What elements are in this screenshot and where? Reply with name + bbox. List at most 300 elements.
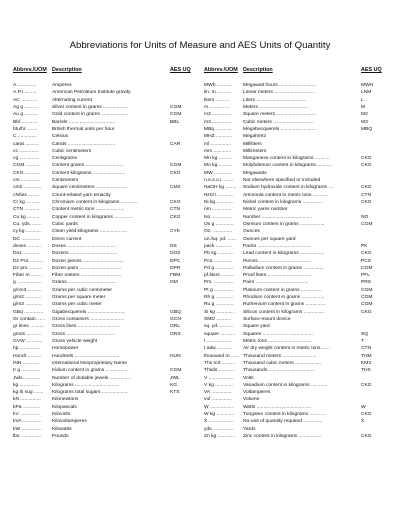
abbrev-cell: Dz Pcs ..........: [13, 258, 44, 264]
description-cell: Square meters .............................: [243, 112, 316, 118]
table-row: [13, 345, 196, 352]
table-row: [204, 433, 387, 440]
abbrev-cell: Cu. yds. .......: [13, 221, 42, 227]
table-row: [13, 360, 196, 367]
table-row: [204, 382, 387, 389]
aes-uq-header: AES UQ: [170, 67, 191, 73]
description-cell: Ounces per square yard: [243, 236, 296, 242]
table-row: [204, 360, 387, 367]
table-row: [13, 396, 196, 403]
description-cell: Dozen pieces ..............................: [52, 258, 124, 264]
description-cell: Megawatts: [243, 170, 267, 176]
abbrev-cell: W .................: [204, 404, 234, 410]
table-row: [204, 221, 387, 228]
description-cell: Tungsten content in kilograms ............: [243, 412, 326, 418]
description-cell: Content grams ............................: [52, 163, 124, 169]
abbrev-cell: V ..................: [204, 375, 234, 381]
description-cell: Content metric tons .....................: [52, 207, 125, 213]
left-rows: [13, 82, 196, 440]
description-cell: Megahertz: [243, 134, 267, 140]
aes-uq-cell: PFL: [361, 273, 370, 279]
table-row: [13, 170, 196, 177]
table-row: [13, 184, 196, 191]
description-cell: Amperes: [52, 83, 72, 88]
description-cell: Cubic meters ..............................: [243, 119, 314, 125]
description-cell: Megawatt hours ...........................: [243, 83, 316, 88]
description-cell: Pounds: [52, 434, 69, 439]
description-cell: Copper content in kilograms ..............: [52, 214, 134, 220]
abbrev-cell: Cu kg ..........: [13, 214, 41, 220]
table-row: [204, 309, 387, 316]
table-row: [13, 294, 196, 301]
description-cell: Watts ........................................: [243, 404, 312, 410]
abbrev-cell: Pcs. .............: [204, 258, 233, 264]
abbrev-cell: cN/tex ........: [13, 192, 40, 198]
abbrev-cell: No. ..............: [204, 214, 232, 220]
aes-uq-cell: M2: [361, 112, 368, 118]
abbrev-cell: CGM ...........: [13, 163, 41, 169]
table-row: [13, 243, 196, 250]
abbrev-cell: yds. ..............: [204, 426, 234, 432]
aes-uq-cell: JWL: [170, 375, 180, 381]
table-row: [13, 258, 196, 265]
aes-uq-header: AES UQ: [361, 67, 382, 73]
abbrev-cell: Mo kg ..........: [204, 163, 233, 169]
table-row: [13, 287, 196, 294]
description-cell: Grams ....................................: [52, 280, 117, 286]
description-cell: Linear meters ..............................: [243, 90, 316, 96]
abbrev-cell: Ru g .............: [204, 302, 234, 308]
abbrev-cell: cg ..............: [13, 156, 39, 162]
description-cell: Centimeters: [52, 178, 79, 184]
abbrev-cell: Ag g ..........: [13, 104, 39, 110]
table-row: [204, 411, 387, 418]
aes-uq-cell: KM3: [361, 360, 372, 366]
abbrev-cell: Ni kg ............: [204, 200, 233, 205]
table-row: [204, 199, 387, 206]
abbrev-cell: Jwls. ...........: [13, 375, 41, 381]
aes-uq-cell: CKG: [170, 214, 181, 220]
aes-uq-cell: W: [361, 404, 366, 410]
abbrev-cell: MWh ...........: [204, 83, 232, 88]
abbrev-cell: CTN ............: [13, 207, 41, 213]
aes-uq-cell: CKG: [361, 412, 372, 418]
table-row: [204, 126, 387, 133]
abbrev-cell: cm2 .............: [13, 185, 42, 191]
description-cell: Rhodium content in grams .................: [243, 295, 325, 301]
abbrev-cell: sq. yd. ..........: [204, 324, 234, 330]
description-cell: Packs .......................................: [243, 243, 311, 249]
table-row: [204, 353, 387, 360]
description-cell: Fiber meters ..............................: [52, 273, 122, 279]
table-row: [13, 382, 196, 389]
abbrev-cell: GBq ..............: [13, 309, 44, 315]
description-cell: Grams per cubic centimeter: [52, 287, 113, 293]
abbrev-cell: g/m3 ............: [13, 302, 42, 308]
table-row: [13, 119, 196, 126]
aes-uq-cell: MWH: [361, 83, 374, 88]
abbrev-cell: pack ............: [204, 243, 232, 249]
aes-uq-cell: CKG: [361, 156, 372, 162]
table-row: [204, 155, 387, 162]
abbrev-cell: nm ..............: [204, 207, 232, 213]
abbrev-cell: lbs. ..............: [13, 434, 41, 439]
aes-uq-cell: DOZ: [170, 251, 181, 257]
aes-uq-cell: BBL: [170, 119, 180, 125]
table-row: [13, 353, 196, 360]
aes-uq-cell: GRS: [170, 331, 181, 337]
abbrev-cell: square ...........: [204, 331, 236, 337]
table-row: [13, 418, 196, 425]
left-column-header: [13, 67, 196, 76]
left-column: [13, 67, 196, 440]
description-cell: Number .....................................: [243, 214, 313, 220]
description-cell: Palladium content in grams ...............: [243, 265, 324, 271]
abbrev-header: Abbrev./UOM: [204, 67, 238, 73]
abbrev-header: Abbrev./UOM: [13, 67, 47, 73]
description-cell: Metric tons ................................: [243, 338, 312, 344]
table-row: [204, 170, 387, 177]
table-row: [204, 192, 387, 199]
abbrev-cell: doses ..........: [13, 243, 41, 249]
description-cell: Pieces ......................................: [243, 258, 311, 264]
table-row: [204, 214, 387, 221]
table-row: [13, 433, 196, 440]
abbrev-cell: C ..............: [13, 134, 37, 140]
description-cell: Zinc content in kilograms .................: [243, 434, 322, 439]
aes-uq-cell: KTS: [170, 390, 180, 396]
description-cell: Direct current: [52, 236, 82, 242]
table-row: [13, 265, 196, 272]
description-cell: Gross vehicle weight: [52, 338, 98, 344]
aes-uq-cell: GM: [170, 280, 178, 286]
table-row: [204, 141, 387, 148]
table-row: [13, 331, 196, 338]
abbrev-cell: gr lines ..........: [13, 324, 44, 330]
abbrev-cell: INN ............: [13, 360, 40, 366]
table-row: [204, 287, 387, 294]
table-row: [13, 221, 196, 228]
table-row: [204, 104, 387, 111]
abbrev-cell: n.e.s.o.i. .......: [204, 178, 234, 184]
abbrev-cell: VA ...............: [204, 390, 232, 396]
table-row: [204, 111, 387, 118]
abbrev-cell: V kg .............: [204, 382, 233, 388]
description-cell: Surface-mount device: [243, 317, 291, 322]
abbrev-cell: MHZ ............: [204, 134, 233, 140]
aes-uq-cell: PRS: [361, 280, 372, 286]
table-row: [204, 345, 387, 352]
aes-uq-cell: CGM: [361, 221, 373, 227]
description-cell: Content kilograms ........................: [52, 170, 126, 176]
aes-uq-cell: DPR: [170, 265, 181, 271]
description-cell: Kilograms ................................: [52, 382, 119, 388]
aes-uq-cell: FBM: [170, 273, 181, 279]
table-row: [204, 389, 387, 396]
table-row: [204, 177, 387, 184]
description-cell: Count-related yarn tenacity: [52, 192, 111, 198]
aes-uq-cell: CGM: [170, 112, 182, 118]
table-row: [13, 148, 196, 155]
description-header: Description: [52, 67, 82, 73]
aes-uq-cell: GRL: [170, 324, 181, 330]
aes-uq-cell: M3: [361, 119, 368, 125]
aes-uq-cell: CKG: [361, 434, 372, 439]
table-row: [204, 228, 387, 235]
abbrev-cell: Prs. ..............: [204, 280, 234, 286]
aes-uq-cell: CKG: [170, 200, 181, 205]
description-cell: Carats ...................................: [52, 141, 116, 147]
abbrev-cell: Hundr ..........: [13, 353, 42, 359]
aes-uq-cell: CGM: [361, 295, 373, 301]
aes-uq-cell: CGM: [170, 163, 182, 169]
abbrev-cell: Pt g ..............: [204, 287, 234, 293]
abbrev-cell: m3 ..............: [204, 119, 232, 125]
description-cell: Sodium hydroxide content in kilograms ....: [243, 185, 334, 191]
abbrev-cell: kPa .............: [13, 404, 41, 410]
abbrev-cell: X ..................: [204, 419, 234, 425]
abbrev-cell: mm .............: [204, 148, 232, 154]
description-cell: Clean yield kilograms ....................: [52, 229, 128, 235]
description-cell: Doses ....................................: [52, 243, 117, 249]
table-row: [204, 82, 387, 89]
aes-uq-cell: CGM: [361, 265, 373, 271]
table-row: [13, 236, 196, 243]
table-row: [13, 301, 196, 308]
description-cell: Megabecquerels ...........................: [243, 126, 318, 132]
abbrev-cell: Gr contain. .....: [13, 317, 46, 322]
aes-uq-cell: DS: [170, 243, 177, 249]
description-cell: Kilonewtons: [52, 397, 79, 403]
table-row: [204, 206, 387, 213]
table-row: [13, 389, 196, 396]
aes-uq-cell: CGM: [170, 104, 182, 110]
description-cell: Iridium content in grams .................: [52, 368, 129, 374]
abbrev-cell: carat ..........: [13, 141, 39, 147]
abbrev-cell: SMD ...........: [204, 317, 232, 322]
description-cell: Vanadium content in kilograms ............: [243, 382, 328, 388]
abbrev-cell: Bbl ............: [13, 119, 38, 125]
table-row: [204, 331, 387, 338]
description-cell: Horsepower: [52, 346, 79, 352]
aes-uq-cell: KG: [170, 382, 178, 388]
description-cell: Gigabecquerels ............................: [52, 309, 126, 315]
table-row: [204, 250, 387, 257]
table-row: [13, 272, 196, 279]
page-title: Abbreviations for Units of Measure and AES Units of Quantity: [69, 40, 331, 51]
description-cell: Celsius: [52, 134, 69, 140]
description-cell: Kilopascals: [52, 404, 77, 410]
table-row: [13, 214, 196, 221]
table-row: [204, 367, 387, 374]
abbrev-cell: AC ............: [13, 97, 38, 103]
table-row: [204, 279, 387, 286]
description-cell: Ounces: [243, 229, 260, 235]
description-cell: Millimeters: [243, 148, 267, 154]
table-row: [13, 404, 196, 411]
description-cell: Chromium content in kilograms ............: [52, 200, 138, 205]
description-cell: Gold content in grams ....................: [52, 112, 129, 118]
description-cell: Squares .....................................: [243, 331, 313, 337]
aes-uq-cell: CKG: [361, 200, 372, 205]
description-cell: Gross containers .........................: [52, 317, 125, 322]
description-cell: Square centimeters .......................: [52, 185, 128, 191]
abbrev-cell: ml ...............: [204, 141, 231, 147]
abbrev-cell: Os g .............: [204, 221, 234, 227]
table-row: [204, 97, 387, 104]
aes-uq-cell: SQ: [361, 331, 369, 337]
aes-uq-cell: CGM: [170, 368, 182, 374]
description-cell: Nickel content in kilograms ...............: [243, 200, 323, 205]
table-row: [13, 141, 196, 148]
table-row: [204, 258, 387, 265]
abbrev-cell: DC ..............: [13, 236, 41, 242]
table-row: [204, 338, 387, 345]
abbrev-cell: cm ..............: [13, 178, 40, 184]
aes-uq-cell: CM2: [170, 185, 181, 191]
aes-uq-cell: GBQ: [170, 309, 181, 315]
aes-uq-cell: CKG: [361, 309, 372, 315]
description-cell: Yards: [243, 426, 256, 432]
description-cell: Pairs .......................................: [243, 280, 309, 286]
table-row: [13, 177, 196, 184]
abbrev-cell: cc ..............: [13, 148, 39, 154]
aes-uq-cell: CGM: [361, 302, 373, 308]
description-cell: Proof liters ................................: [243, 273, 312, 279]
description-cell: Alternating current: [52, 97, 92, 103]
abbrev-cell: g/m2 ............: [13, 295, 42, 301]
abbrev-cell: gross ...........: [13, 331, 42, 337]
description-cell: Manganese content in kilograms ...........: [243, 156, 330, 162]
abbrev-cell: Doz. ............: [13, 251, 41, 257]
table-row: [204, 294, 387, 301]
right-rows: [204, 82, 387, 440]
table-row: [13, 279, 196, 286]
description-cell: Milliliters: [243, 141, 262, 147]
table-row: [13, 426, 196, 433]
abbrev-cell: Fiber m ........: [13, 273, 42, 279]
description-cell: Kilowatts: [52, 426, 72, 432]
aes-uq-cell: T: [361, 338, 364, 344]
description-cell: Not elsewhere specified or included: [243, 178, 321, 184]
description-cell: Air dry weight content in metric tons ......: [243, 346, 330, 352]
description-cell: Silver content in grams ..................: [52, 104, 128, 110]
description-cell: Metric yarns number: [243, 207, 288, 213]
abbrev-cell: pf.liters ..........: [204, 273, 235, 279]
aes-uq-cell: GCN: [170, 317, 181, 322]
description-cell: Meters ....................................: [243, 104, 309, 110]
table-row: [13, 316, 196, 323]
table-row: [13, 367, 196, 374]
table-row: [13, 104, 196, 111]
abbrev-cell: kW ...............: [13, 426, 42, 432]
abbrev-cell: Pb kg ...........: [204, 251, 233, 257]
abbrev-cell: t adw ...........: [204, 346, 232, 352]
abbrev-cell: kg ...............: [13, 382, 40, 388]
abbrev-cell: Mn kg ..........: [204, 156, 233, 162]
aes-uq-cell: L: [361, 97, 364, 103]
table-row: [204, 265, 387, 272]
abbrev-cell: A ..............: [13, 83, 37, 88]
description-cell: No-unit of quantity required ..............: [243, 419, 323, 425]
description-cell: Grams per square meter: [52, 295, 106, 301]
abbrev-cell: MW .............: [204, 170, 232, 176]
aes-uq-cell: HUN: [170, 353, 181, 359]
abbrev-cell: Zn kg .............: [204, 434, 236, 439]
abbrev-cell: Dz prs. .........: [13, 265, 43, 271]
aes-uq-cell: CKG: [361, 185, 372, 191]
description-cell: Volts: [243, 375, 254, 381]
abbrev-cell: Rh g .............: [204, 295, 234, 301]
abbrev-cell: NaOH kg ........: [204, 185, 237, 191]
table-row: [204, 243, 387, 250]
table-row: [204, 133, 387, 140]
abbrev-cell: kg tti sug .......: [13, 390, 44, 396]
description-cell: Kilograms total sugars ...................: [52, 390, 128, 396]
table-row: [13, 411, 196, 418]
table-row: [13, 97, 196, 104]
table-row: [204, 301, 387, 308]
aes-uq-cell: THM: [361, 353, 372, 359]
table-row: [13, 250, 196, 257]
abbrev-cell: thousand m ......: [204, 353, 240, 359]
abbrev-cell: Ths m3 ..........: [204, 360, 236, 366]
abbrev-cell: vol ...............: [204, 397, 232, 403]
table-row: [204, 418, 387, 425]
table-row: [204, 89, 387, 96]
abbrev-cell: GVW ............: [13, 338, 43, 344]
description-cell: Liters .....................................: [243, 97, 307, 103]
table-row: [13, 89, 196, 96]
table-row: [13, 111, 196, 118]
abbrev-cell: m2 ..............: [204, 112, 232, 118]
table-row: [13, 228, 196, 235]
aes-uq-cell: THS: [361, 368, 371, 374]
abbrev-cell: Si kg .............: [204, 309, 234, 315]
description-cell: Silicon content in kilograms ...............: [243, 309, 324, 315]
description-cell: Osmium content in grams ..................: [243, 221, 325, 227]
aes-uq-cell: LNM: [361, 90, 372, 96]
abbrev-cell: lin. m ..........: [204, 90, 231, 96]
table-row: [204, 404, 387, 411]
table-row: [13, 82, 196, 89]
abbrev-cell: kVA ..............: [13, 419, 42, 425]
aes-uq-cell: CTN: [361, 346, 372, 352]
table-row: [204, 236, 387, 243]
abbrev-cell: MBq ............: [204, 126, 232, 132]
abbrev-cell: Oz. ..............: [204, 229, 232, 235]
aes-uq-cell: PK: [361, 243, 368, 249]
abbrev-cell: btu/hr. .......: [13, 126, 38, 132]
description-cell: Barrels ..................................: [52, 119, 116, 125]
description-cell: Cubic centimeters: [52, 148, 92, 154]
description-cell: Square yard: [243, 324, 270, 330]
aes-uq-cell: M: [361, 104, 366, 110]
aes-uq-cell: CKG: [361, 251, 372, 257]
right-column-header: [204, 67, 387, 76]
table-row: [204, 323, 387, 330]
description-cell: Thousand cubic meters ...................: [243, 360, 322, 366]
aes-uq-cell: X: [361, 419, 365, 425]
abbrev-cell: g ..................: [13, 280, 42, 286]
description-cell: Lead content in kilograms ..................: [243, 251, 325, 257]
table-row: [13, 126, 196, 133]
table-row: [13, 206, 196, 213]
table-row: [204, 316, 387, 323]
description-cell: Dozens ...................................: [52, 251, 118, 257]
description-cell: American Petroleum Institute gravity: [52, 90, 131, 96]
abbrev-cell: kV ...............: [13, 412, 41, 418]
